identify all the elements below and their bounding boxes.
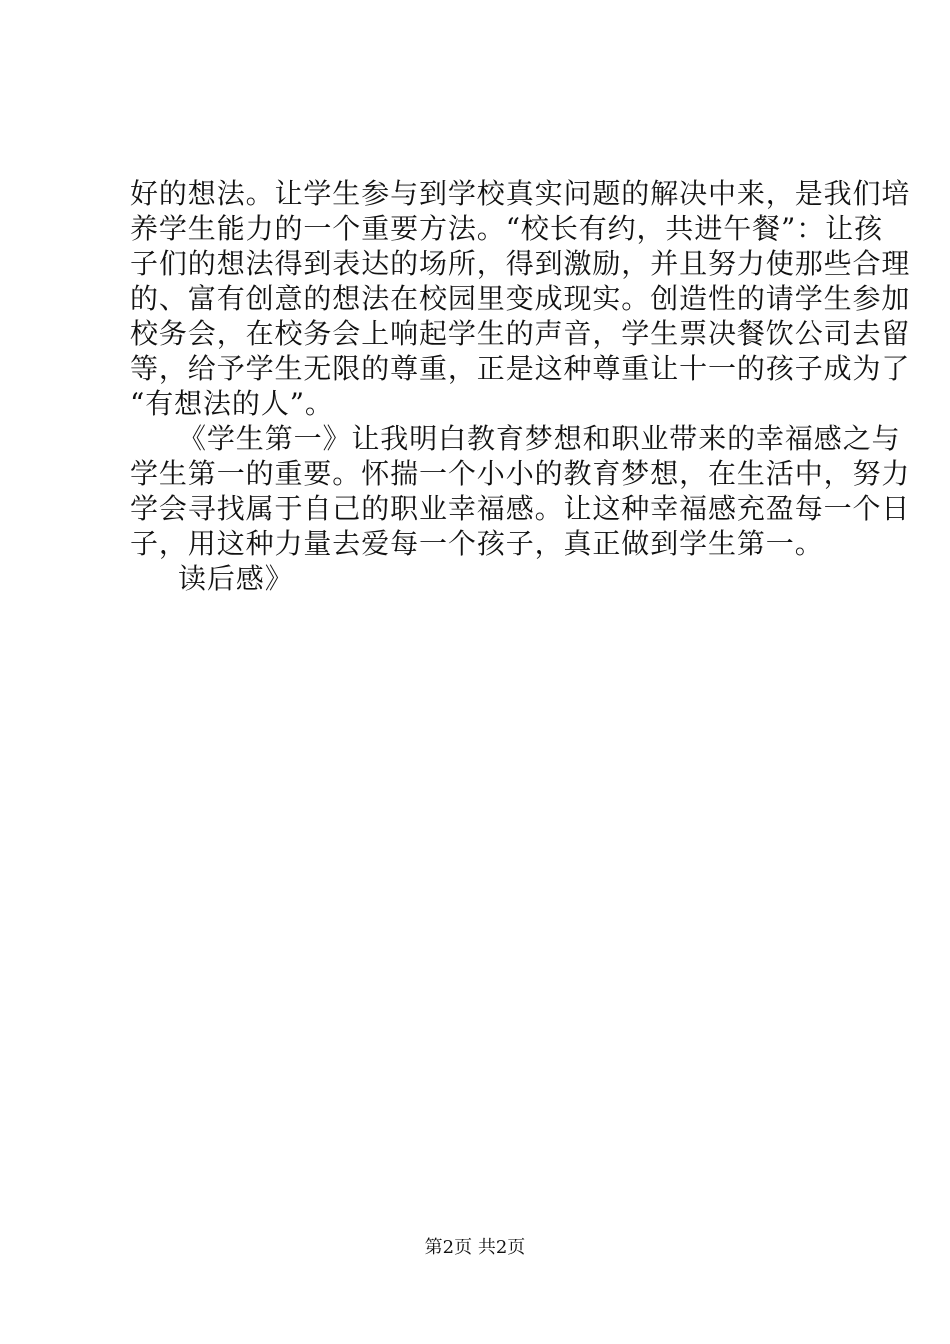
page-footer: 第2页 共2页 xyxy=(424,1237,526,1258)
body-text-line-indented: 读后感》 xyxy=(178,562,294,595)
body-text-line: 子，用这种力量去爱每一个孩子，真正做到学生第一。 xyxy=(130,527,824,560)
body-text-line: 学会寻找属于自己的职业幸福感。让这种幸福感充盈每一个日 xyxy=(130,492,911,525)
body-text-line: 学生第一的重要。怀揣一个小小的教育梦想，在生活中，努力 xyxy=(130,457,911,490)
body-text-line: 子们的想法得到表达的场所，得到激励，并且努力使那些合理 xyxy=(130,247,911,280)
body-text-line: 的、富有创意的想法在校园里变成现实。创造性的请学生参加 xyxy=(130,282,911,315)
body-text-line: 养学生能力的一个重要方法。“校长有约，共进午餐”：让孩 xyxy=(130,212,883,245)
body-text-line: 等，给予学生无限的尊重，正是这种尊重让十一的孩子成为了 xyxy=(130,352,911,385)
body-text-line-indented: 《学生第一》让我明白教育梦想和职业带来的幸福感之与 xyxy=(178,422,901,455)
body-text-line: 好的想法。让学生参与到学校真实问题的解决中来，是我们培 xyxy=(130,177,911,210)
body-text-line: 校务会，在校务会上响起学生的声音，学生票决餐饮公司去留 xyxy=(130,317,911,350)
body-text-line: “有想法的人”。 xyxy=(130,387,334,420)
